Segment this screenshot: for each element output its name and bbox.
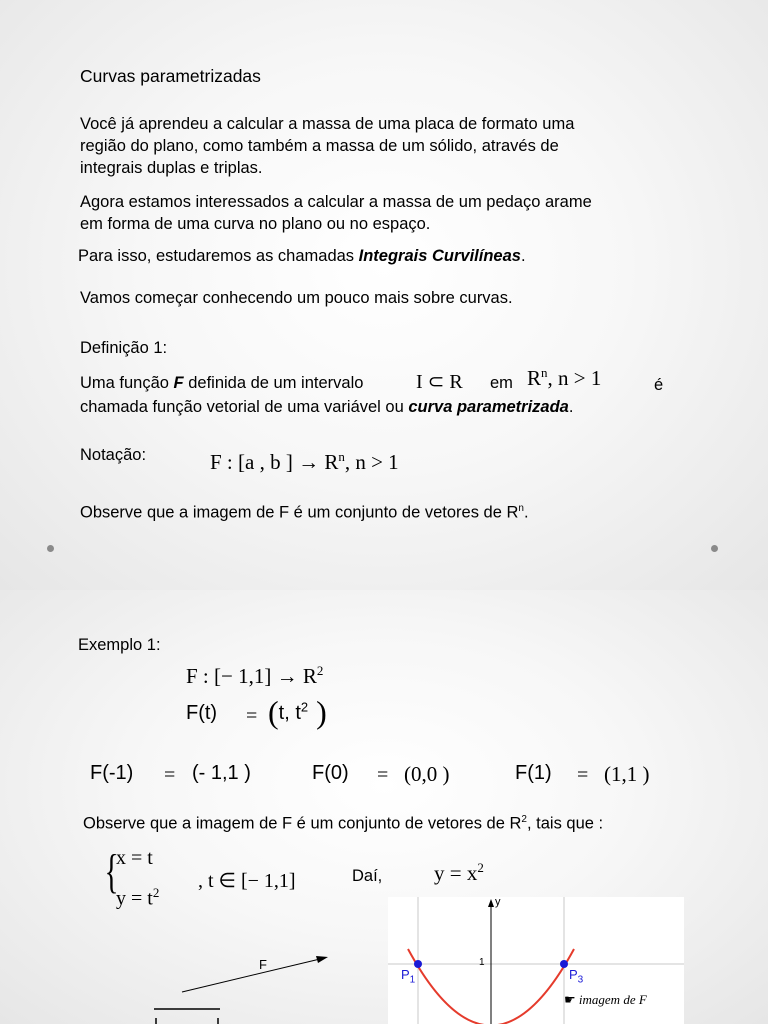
mapping-label-F: F (259, 957, 267, 972)
definition-line-2-text: chamada função vetorial de uma variável ou (80, 398, 409, 416)
observe-period: . (523, 503, 529, 522)
definition-line-2-period: . (568, 398, 574, 416)
graph-tick-1: 1 (479, 957, 485, 968)
system-line-2 (116, 885, 159, 911)
definition-line-1 (80, 372, 363, 394)
paragraph-4: Vamos começar conhecendo um pouco mais sobre curvas. (80, 289, 513, 307)
observe-text: Observe que a imagem de F é um conjunto de vetores de R (80, 503, 519, 522)
observe-superscript: n (518, 503, 524, 514)
ft-rhs-sup: 2 (300, 699, 309, 715)
system-line-2-sup: 2 (152, 885, 160, 900)
page-title: Curvas parametrizadas (80, 66, 261, 86)
mapping-arrow-head (316, 956, 328, 963)
paragraph-3 (78, 245, 526, 267)
interval-I-subset-R: I ⊂ R (416, 371, 463, 393)
definition-em: em (490, 374, 513, 392)
ft-open-paren: ( (268, 694, 279, 730)
eval-2-lhs: F(0) (312, 762, 349, 784)
paragraph-1-line-3: integrais duplas e triplas. (80, 159, 263, 177)
ft-rhs (268, 694, 327, 731)
system-brace: { (104, 845, 119, 898)
definition-F: F (173, 374, 184, 392)
paragraph-2-line-1: Agora estamos interessados a calcular a massa de um pedaço arame (80, 193, 592, 211)
y-eq-sup: 2 (477, 860, 484, 875)
curva-parametrizada-term: curva parametrizada (408, 398, 569, 416)
eval-3-rhs: (1,1 ) (604, 762, 650, 786)
point-P1-label (401, 967, 415, 986)
notation-superscript: n (338, 449, 345, 464)
eval-3-lhs: F(1) (515, 762, 552, 784)
slide-nav-dot-right (711, 545, 718, 552)
observe-2-tail: , tais que : (526, 814, 604, 833)
mapping-arrow-line (182, 959, 320, 992)
mapping-sketch (150, 950, 340, 1024)
system-line-1: x = t (116, 847, 153, 869)
n-superscript: n (541, 365, 548, 380)
system-parameter-range: , t ∈ [− 1,1] (198, 870, 296, 892)
paragraph-1-line-2: região do plano, como também a massa de um sólido, através de (80, 137, 559, 155)
eval-1-lhs: F(-1) (90, 762, 134, 784)
notation-condition: , n > 1 (344, 450, 399, 474)
point-P3-label (569, 967, 583, 986)
ft-rhs-text: t, t (278, 702, 301, 724)
point-P3 (560, 960, 568, 968)
function-definition-main: F : [− 1,1] → R (186, 664, 317, 688)
parabola-graph (388, 897, 684, 1024)
observe-sentence-1 (80, 498, 529, 524)
ft-lhs: F(t) (186, 702, 218, 724)
eval-2-rhs: (0,0 ) (404, 762, 450, 786)
definition-title: Definição 1: (80, 339, 168, 357)
eval-2-equals: = (377, 764, 389, 786)
p1-sub: 1 (409, 974, 416, 986)
definition-Rn (527, 365, 601, 391)
R-symbol: R (527, 366, 542, 390)
ft-close-paren: ) (308, 694, 327, 730)
notation-formula (210, 449, 399, 475)
function-definition (186, 663, 323, 689)
function-definition-sup: 2 (316, 663, 324, 678)
pointing-hand-icon: ☛ (564, 992, 576, 1007)
observe-2-sup: 2 (521, 814, 527, 825)
p3-sub: 3 (577, 974, 584, 986)
notation-formula-main: F : [a , b ] → R (210, 450, 339, 474)
definition-text-mid: definida de um intervalo (183, 374, 364, 392)
graph-legend (564, 992, 647, 1008)
paragraph-3-period: . (520, 247, 526, 265)
definition-line-2 (80, 396, 573, 418)
eval-3-equals: = (577, 764, 589, 786)
p1-letter: P (401, 967, 410, 982)
slide-2 (0, 590, 768, 1024)
paragraph-2-line-2: em forma de uma curva no plano ou no espaço. (80, 215, 431, 233)
observe-2-text: Observe que a imagem de F é um conjunto de vetores de R (83, 814, 522, 833)
graph-y-axis-label: y (495, 897, 501, 908)
definition-text: Uma função (80, 374, 174, 392)
integrais-curvilineas-term: Integrais Curvilíneas (358, 247, 521, 265)
p3-letter: P (569, 967, 578, 982)
n-condition: , n > 1 (547, 366, 602, 390)
observe-sentence-2 (83, 809, 603, 835)
example-title: Exemplo 1: (78, 636, 161, 654)
y-equals-x-squared (434, 860, 484, 886)
definition-e: é (654, 376, 664, 394)
notation-label: Notação: (80, 446, 147, 464)
system-line-2-text: y = t (116, 887, 153, 910)
graph-y-axis-arrow (488, 899, 494, 907)
dai-label: Daí, (352, 867, 383, 885)
y-eq-text: y = x (434, 861, 478, 885)
eval-1-equals: = (164, 764, 176, 786)
paragraph-1-line-1: Você já aprendeu a calcular a massa de uma placa de formato uma (80, 115, 575, 133)
ft-equals: = (246, 705, 258, 727)
paragraph-3-text: Para isso, estudaremos as chamadas (78, 247, 359, 265)
slide-nav-dot-left (47, 545, 54, 552)
graph-legend-text: imagem de F (578, 992, 647, 1007)
eval-1-rhs: (- 1,1 ) (192, 762, 251, 784)
